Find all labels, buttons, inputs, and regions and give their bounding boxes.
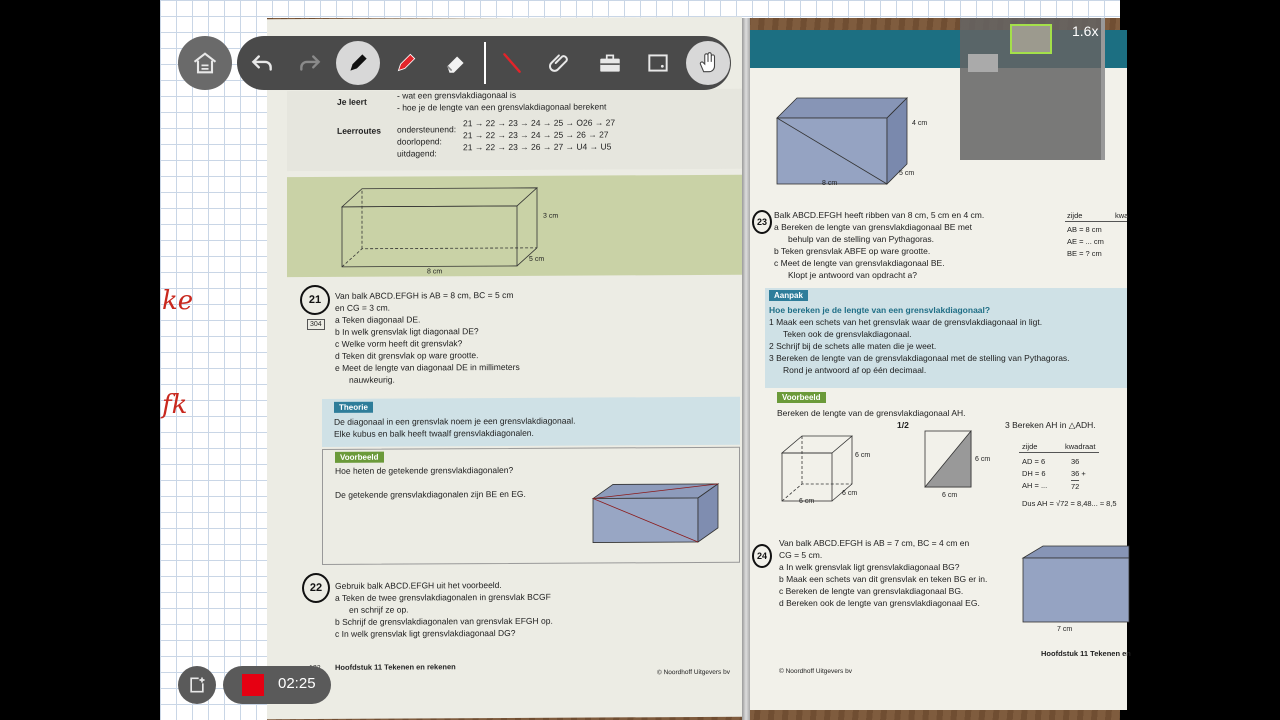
text: 21 → 22 → 23 → 24 → 25 → 26 → 27 xyxy=(463,129,609,141)
copyright: © Noordhoff Uitgevers bv xyxy=(779,668,852,675)
box-figure xyxy=(1019,538,1129,628)
theorie-label: Theorie xyxy=(334,402,373,413)
exercise-number: 22 xyxy=(302,573,330,603)
text: Klopt je antwoord van opdracht a? xyxy=(788,270,918,280)
frame-icon xyxy=(645,50,671,76)
table-cell: AB = 8 cm xyxy=(1067,225,1102,234)
table-header: kwadraat xyxy=(1065,442,1096,451)
text: Hoe heten de getekende grensvlakdiagonalen? xyxy=(335,464,514,476)
minimap-page xyxy=(968,54,998,72)
text: De diagonaal in een grensvlak noem je een grensvlakdiagonaal. xyxy=(334,415,576,427)
text: 2 Schrijf bij de schets alle maten die je weet. xyxy=(769,341,937,351)
voorbeeld-box xyxy=(322,447,740,565)
figure-band xyxy=(287,175,742,277)
table-cell: DH = 6 xyxy=(1022,469,1046,478)
text: en CG = 3 cm. xyxy=(335,302,391,313)
dimension-label: 8 cm xyxy=(822,180,838,187)
text: Van balk ABCD.EFGH is AB = 8 cm, BC = 5 cm xyxy=(335,289,514,301)
undo-icon xyxy=(249,50,275,76)
voorbeeld-label: Voorbeeld xyxy=(335,452,384,463)
cube-figure xyxy=(777,428,877,508)
left-page xyxy=(267,17,742,719)
text: d Teken dit grensvlak op ware grootte. xyxy=(335,350,479,361)
dimension-label: 6 cm xyxy=(975,456,991,463)
text: CG = 5 cm. xyxy=(779,550,823,560)
table-header: kwa xyxy=(1115,211,1129,220)
text: 1 Maak een schets van het grensvlak waar de grensvlakdiagonaal in ligt. xyxy=(769,317,1043,327)
home-icon xyxy=(191,49,219,77)
aanpak-box xyxy=(765,288,1127,388)
handwritten-note: ke xyxy=(162,286,194,316)
line-icon xyxy=(499,50,525,76)
box-figure xyxy=(573,466,733,557)
attach-icon xyxy=(547,50,573,76)
calc-result: Dus AH = √72 = 8,48... ≈ 8,5 xyxy=(1022,499,1117,508)
text: Elke kubus en balk heeft twaalf grensvlakdiagonalen. xyxy=(334,427,534,439)
text: Teken ook de grensvlakdiagonaal. xyxy=(783,329,912,339)
table-header: zijde xyxy=(1067,211,1083,220)
text: b Teken grensvlak ABFE op ware grootte. xyxy=(774,246,931,256)
pen-icon xyxy=(345,50,371,76)
copyright: © Noordhoff Uitgevers bv xyxy=(657,668,730,677)
dimension-label: 8 cm xyxy=(427,268,443,276)
dimension-label: 7 cm xyxy=(1057,626,1073,633)
undo-button[interactable] xyxy=(240,41,284,85)
text: ondersteunend: xyxy=(397,124,457,135)
marker-icon xyxy=(393,50,419,76)
eraser-icon xyxy=(443,50,469,76)
text: a In welk grensvlak ligt grensvlakdiagonaal BG? xyxy=(779,562,960,572)
toolbar-divider xyxy=(484,42,486,84)
text: uitdagend: xyxy=(397,148,437,159)
handwritten-note: fk xyxy=(162,390,188,420)
table-cell: BE = ? cm xyxy=(1067,249,1102,258)
text: Bereken de lengte van de grensvlakdiagonaal AH. xyxy=(777,408,966,418)
text: b Schrijf de grensvlakdiagonalen van grensvlak EFGH op. xyxy=(335,615,553,627)
box-figure xyxy=(287,175,742,277)
line-tool[interactable] xyxy=(490,41,534,85)
marker-tool[interactable] xyxy=(384,41,428,85)
text: doorlopend: xyxy=(397,136,442,147)
hand-icon xyxy=(695,50,721,76)
home-button[interactable] xyxy=(178,36,232,90)
dimension-label: 6 cm xyxy=(942,492,958,499)
text: De getekende grensvlakdiagonalen zijn BE en EG. xyxy=(335,488,526,500)
text: nauwkeurig. xyxy=(349,374,395,385)
stop-recording-icon[interactable] xyxy=(242,674,264,696)
text: 21 → 22 → 23 → 24 → 25 → O26 → 27 xyxy=(463,117,616,129)
exercise-number: 21 xyxy=(300,285,330,315)
text: a Bereken de lengte van grensvlakdiagonaal BE met xyxy=(774,222,972,232)
text: Balk ABCD.EFGH heeft ribben van 8 cm, 5 cm en 4 cm. xyxy=(774,210,985,220)
text: d Bereken ook de lengte van grensvlakdiagonaal EG. xyxy=(779,598,980,608)
toolbox-icon xyxy=(597,50,623,76)
text: c In welk grensvlak ligt grensvlakdiagonaal DG? xyxy=(335,627,516,639)
dimension-label: 6 cm xyxy=(799,498,815,505)
minimap-viewport[interactable] xyxy=(1010,24,1052,54)
add-page-button[interactable] xyxy=(178,666,216,704)
exercise-number: 23 xyxy=(752,210,772,234)
page-footer: Hoofdstuk 11 Tekenen en rekenen xyxy=(335,662,456,672)
pen-tool[interactable] xyxy=(336,41,380,85)
text: b Maak een schets van dit grensvlak en teken BG er in. xyxy=(779,574,988,584)
text: Rond je antwoord af op één decimaal. xyxy=(783,365,927,375)
exercise-number: 24 xyxy=(752,544,772,568)
text: 21 → 22 → 23 → 26 → 27 → U4 → U5 xyxy=(463,141,612,153)
table-header: zijde xyxy=(1022,442,1038,451)
voorbeeld-label: Voorbeeld xyxy=(777,392,826,403)
eraser-tool[interactable] xyxy=(434,41,478,85)
attach-button[interactable] xyxy=(538,41,582,85)
text: c Welke vorm heeft dit grensvlak? xyxy=(335,338,463,349)
table-cell: AD = 6 xyxy=(1022,457,1046,466)
table-cell: 36 + xyxy=(1071,469,1086,478)
minimap-scrollbar[interactable] xyxy=(1101,18,1105,160)
text: 3 Bereken de lengte van de grensvlakdiagonaal met de stelling van Pythagoras. xyxy=(769,353,1070,363)
text: b In welk grensvlak ligt diagonaal DE? xyxy=(335,326,479,337)
text: Gebruik balk ABCD.EFGH uit het voorbeeld. xyxy=(335,580,502,591)
text: a Teken diagonaal DE. xyxy=(335,314,421,325)
text: c Meet de lengte van grensvlakdiagonaal BE. xyxy=(774,258,945,268)
text: e Meet de lengte van diagonaal DE in millimeters xyxy=(335,361,520,373)
recording-control[interactable] xyxy=(223,666,331,704)
text: c Bereken de lengte van grensvlakdiagonaal BG. xyxy=(779,586,964,596)
text: Van balk ABCD.EFGH is AB = 7 cm, BC = 4 cm en xyxy=(779,538,970,548)
zoom-level: 1.6x xyxy=(1072,23,1099,39)
frame-button[interactable] xyxy=(636,41,680,85)
text: a Teken de twee grensvlakdiagonalen in grensvlak BCGF xyxy=(335,591,551,603)
toolbox-button[interactable] xyxy=(588,41,632,85)
aanpak-title: Hoe bereken je de lengte van een grensvlakdiagonaal? xyxy=(769,305,991,315)
table-cell: 36 xyxy=(1071,457,1080,466)
exercise-tag: 304 xyxy=(307,319,325,330)
table-cell: 72 xyxy=(1071,482,1080,491)
box-figure xyxy=(757,78,937,198)
theorie-box xyxy=(322,397,740,447)
step-label: 3 Bereken AH in △ADH. xyxy=(1005,420,1096,430)
dimension-label: 6 cm xyxy=(855,452,871,459)
aanpak-label: Aanpak xyxy=(769,290,808,301)
square-figure xyxy=(922,428,982,498)
recording-timer: 02:25 xyxy=(278,675,316,692)
page-footer: Hoofdstuk 11 Tekenen en xyxy=(1041,649,1131,658)
add-page-icon xyxy=(187,675,207,695)
table-cell: AE = ... cm xyxy=(1067,237,1104,246)
minimap[interactable] xyxy=(960,18,1102,160)
je-leert-label: Je leert xyxy=(337,96,367,107)
redo-button[interactable] xyxy=(288,41,332,85)
leerroutes-label: Leerroutes xyxy=(337,125,381,136)
dimension-label: 3 cm xyxy=(543,212,559,220)
redo-icon xyxy=(297,50,323,76)
table-cell: AH = ... xyxy=(1022,481,1048,490)
dimension-label: 6 cm xyxy=(842,490,858,497)
dimension-label: 5 cm xyxy=(529,255,545,263)
step-label: 1/2 xyxy=(897,420,909,430)
dimension-label: 4 cm xyxy=(912,120,928,127)
text: behulp van de stelling van Pythagoras. xyxy=(788,234,935,244)
hand-tool[interactable] xyxy=(686,41,730,85)
dimension-label: 5 cm xyxy=(899,170,915,177)
text: en schrijf ze op. xyxy=(349,604,409,615)
text: - wat een grensvlakdiagonaal is xyxy=(397,89,517,101)
text: - hoe je de lengte van een grensvlakdiagonaal berekent xyxy=(397,101,607,113)
